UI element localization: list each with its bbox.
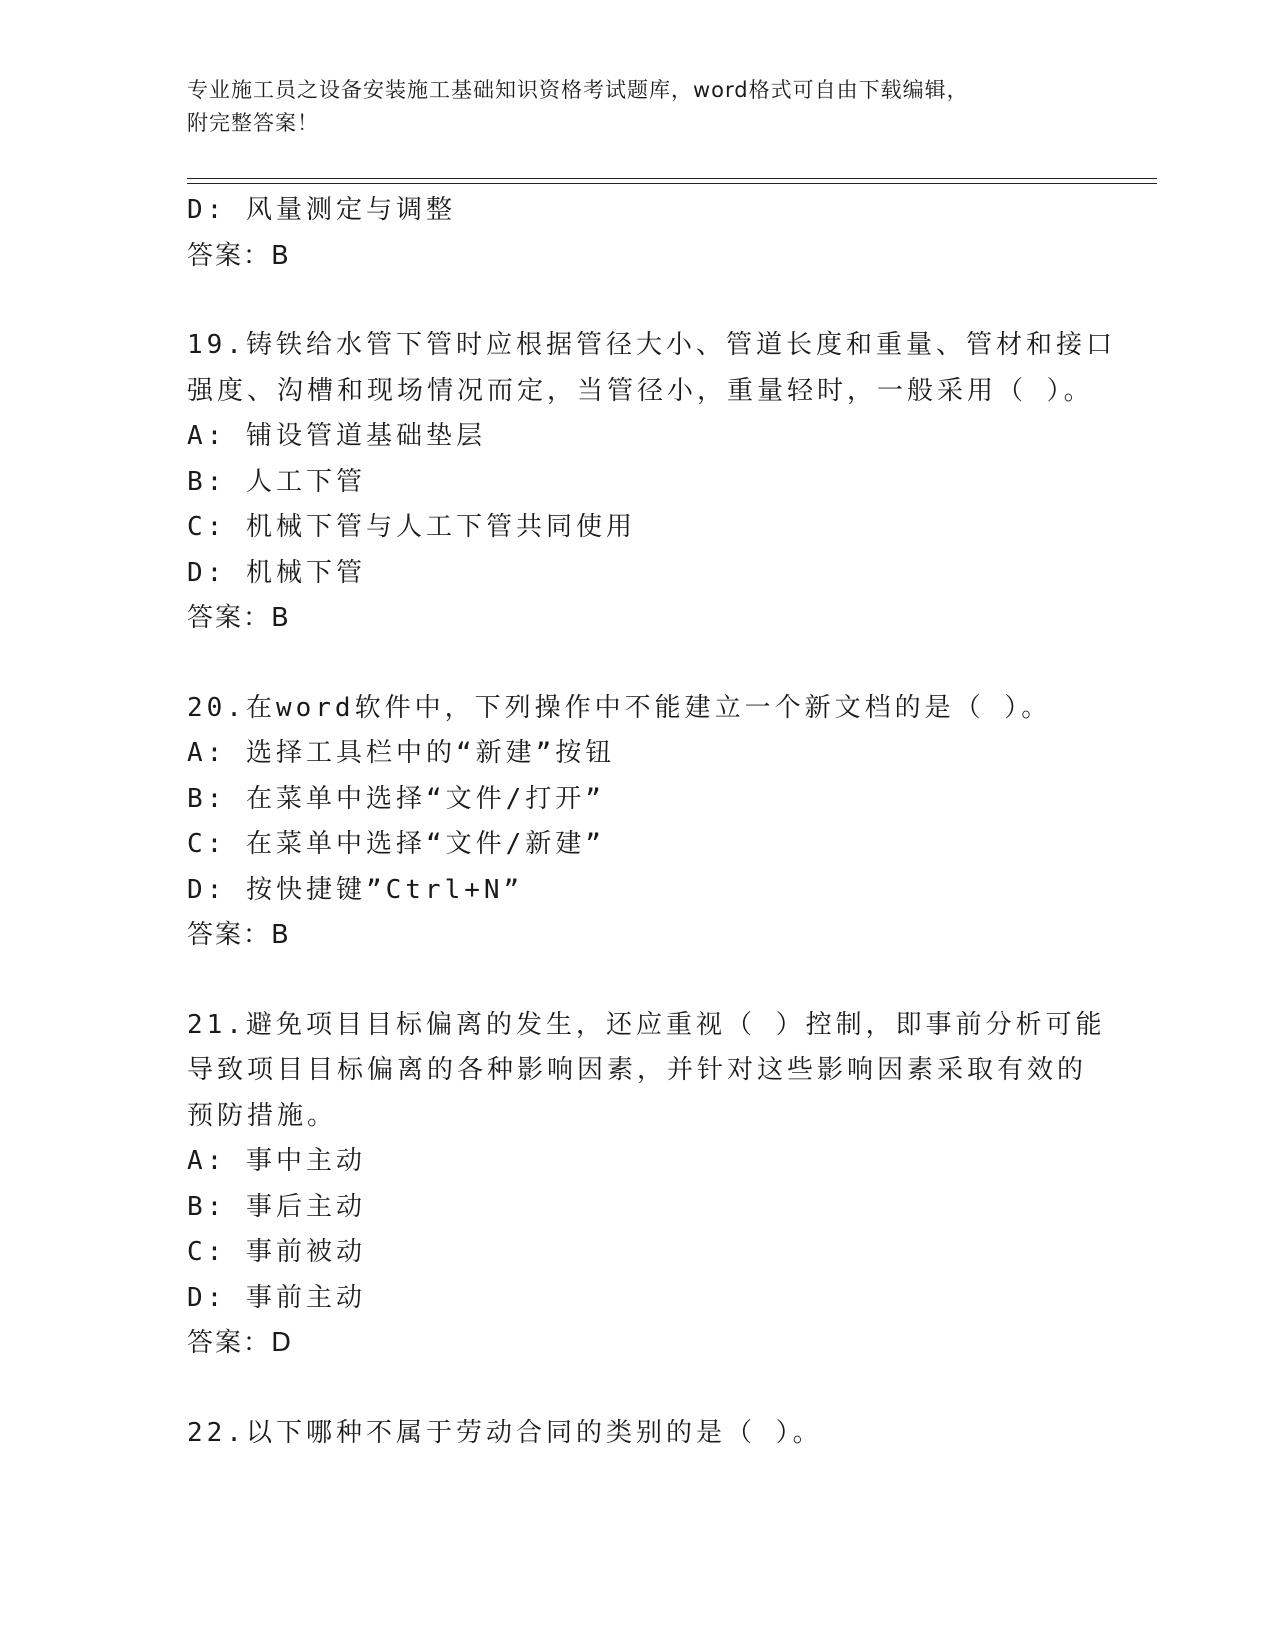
option-line: A: 铺设管道基础垫层 [187, 421, 486, 451]
header-divider-bottom [187, 183, 1157, 184]
question-list [187, 188, 1116, 1456]
header-line-1: 专业施工员之设备安装施工基础知识资格考试题库，word格式可自由下载编辑， [187, 78, 969, 102]
block-gap [187, 1367, 1087, 1411]
block-gap [187, 642, 1087, 686]
option-line: C: 事前被动 [187, 1237, 366, 1267]
question-text-line: 20.在word软件中，下列操作中不能建立一个新文档的是（ ）。 [187, 692, 1052, 723]
answer-line: 答案：B [187, 240, 291, 271]
option-line: C: 在菜单中选择“文件/新建” [187, 829, 605, 859]
option-line: B: 在菜单中选择“文件/打开” [187, 783, 605, 814]
block-gap [187, 279, 1087, 323]
question-text-line: 22.以下哪种不属于劳动合同的类别的是（ ）。 [187, 1417, 823, 1448]
option-line: D: 风量测定与调整 [187, 195, 456, 225]
option-line: C: 机械下管与人工下管共同使用 [187, 512, 636, 542]
answer-line: 答案：B [187, 920, 291, 950]
question-text-line: 强度、沟槽和现场情况而定，当管径小，重量轻时，一般采用（ ）。 [187, 375, 1094, 406]
option-line: A: 选择工具栏中的“新建”按钮 [187, 738, 616, 768]
question-text-line: 19.铸铁给水管下管时应根据管径大小、管道长度和重量、管材和接口 [187, 330, 1116, 360]
question-text-line: 导致项目目标偏离的各种影响因素，并针对这些影响因素采取有效的 [187, 1055, 1088, 1085]
answer-line: 答案：D [187, 1328, 294, 1358]
option-line: D: 机械下管 [187, 557, 366, 588]
option-line: D: 事前主动 [187, 1282, 366, 1313]
option-line: B: 人工下管 [187, 466, 366, 497]
header-divider-top [187, 178, 1157, 179]
block-gap [187, 959, 1087, 1003]
question-text-line: 预防措施。 [187, 1100, 338, 1131]
answer-line: 答案：B [187, 603, 291, 633]
header-line-2: 附完整答案！ [187, 111, 319, 135]
question-text-line: 21.避免项目目标偏离的发生，还应重视（ ）控制，即事前分析可能 [187, 1009, 1106, 1040]
option-line: B: 事后主动 [187, 1191, 366, 1222]
page-header [187, 74, 1067, 140]
option-line: D: 按快捷键”Ctrl+N” [187, 874, 524, 905]
option-line: A: 事中主动 [187, 1146, 366, 1176]
